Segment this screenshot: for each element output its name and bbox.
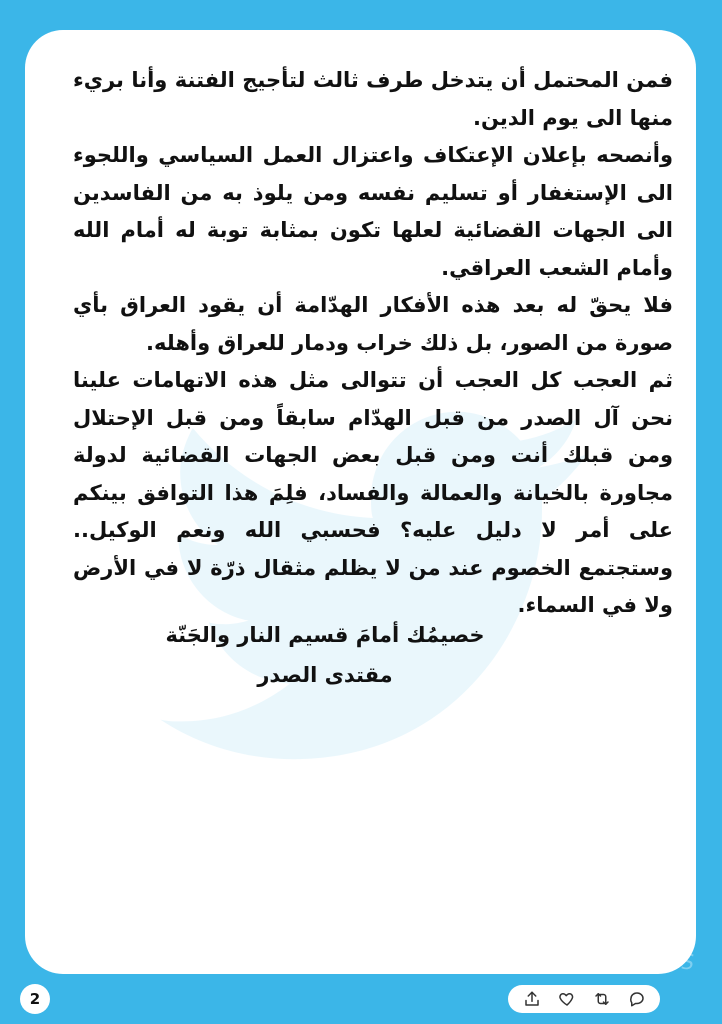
- signature-name: مقتدى الصدر: [257, 663, 393, 687]
- paragraph: وأنصحه بإعلان الإعتكاف واعتزال العمل السياسي واللجوء الى الإستغفار أو تسليم نفسه ومن يلوذ به من الفاسدين الى الجهات القضائية لعلها تكون بمثابة توبة له أمام الله وأمام الشعب العراقي.: [73, 143, 673, 280]
- signature-block: [125, 615, 525, 695]
- retweet-icon[interactable]: [591, 988, 613, 1010]
- signature-line-1: خصيمُك أمامَ قسيم النار والجَنّة: [165, 623, 485, 647]
- page-number: 2: [20, 984, 50, 1014]
- tweet-actions-bar: [508, 985, 660, 1013]
- statement-body: [73, 62, 673, 625]
- heart-icon[interactable]: [556, 988, 578, 1010]
- paragraph: فمن المحتمل أن يتدخل طرف ثالث لتأجيج الفتنة وأنا بريء منها الى يوم الدين.: [73, 68, 673, 130]
- reply-icon[interactable]: [626, 988, 648, 1010]
- news-watermark: IQ NEWS: [600, 950, 696, 974]
- share-icon[interactable]: [521, 988, 543, 1010]
- paragraph: ثم العجب كل العجب أن تتوالى مثل هذه الاتهامات علينا نحن آل الصدر من قبل الهدّام سابقاً ومن قبل الإحتلال ومن قبلك أنت ومن قبل بعض الجهات القضائية لدولة مجاورة بالخيانة والعمالة والفساد، فلِمَ هذا التوافق بينكم على أمر لا دليل عليه؟ فحسبي الله ونعم الوكيل.. وستجتمع الخصوم عند من لا يظلم مثقال ذرّة لا في الأرض ولا في السماء.: [73, 368, 673, 617]
- paragraph: فلا يحقّ له بعد هذه الأفكار الهدّامة أن يقود العراق بأي صورة من الصور، بل ذلك خراب ودمار للعراق وأهله.: [73, 293, 673, 355]
- document-card: [25, 30, 696, 974]
